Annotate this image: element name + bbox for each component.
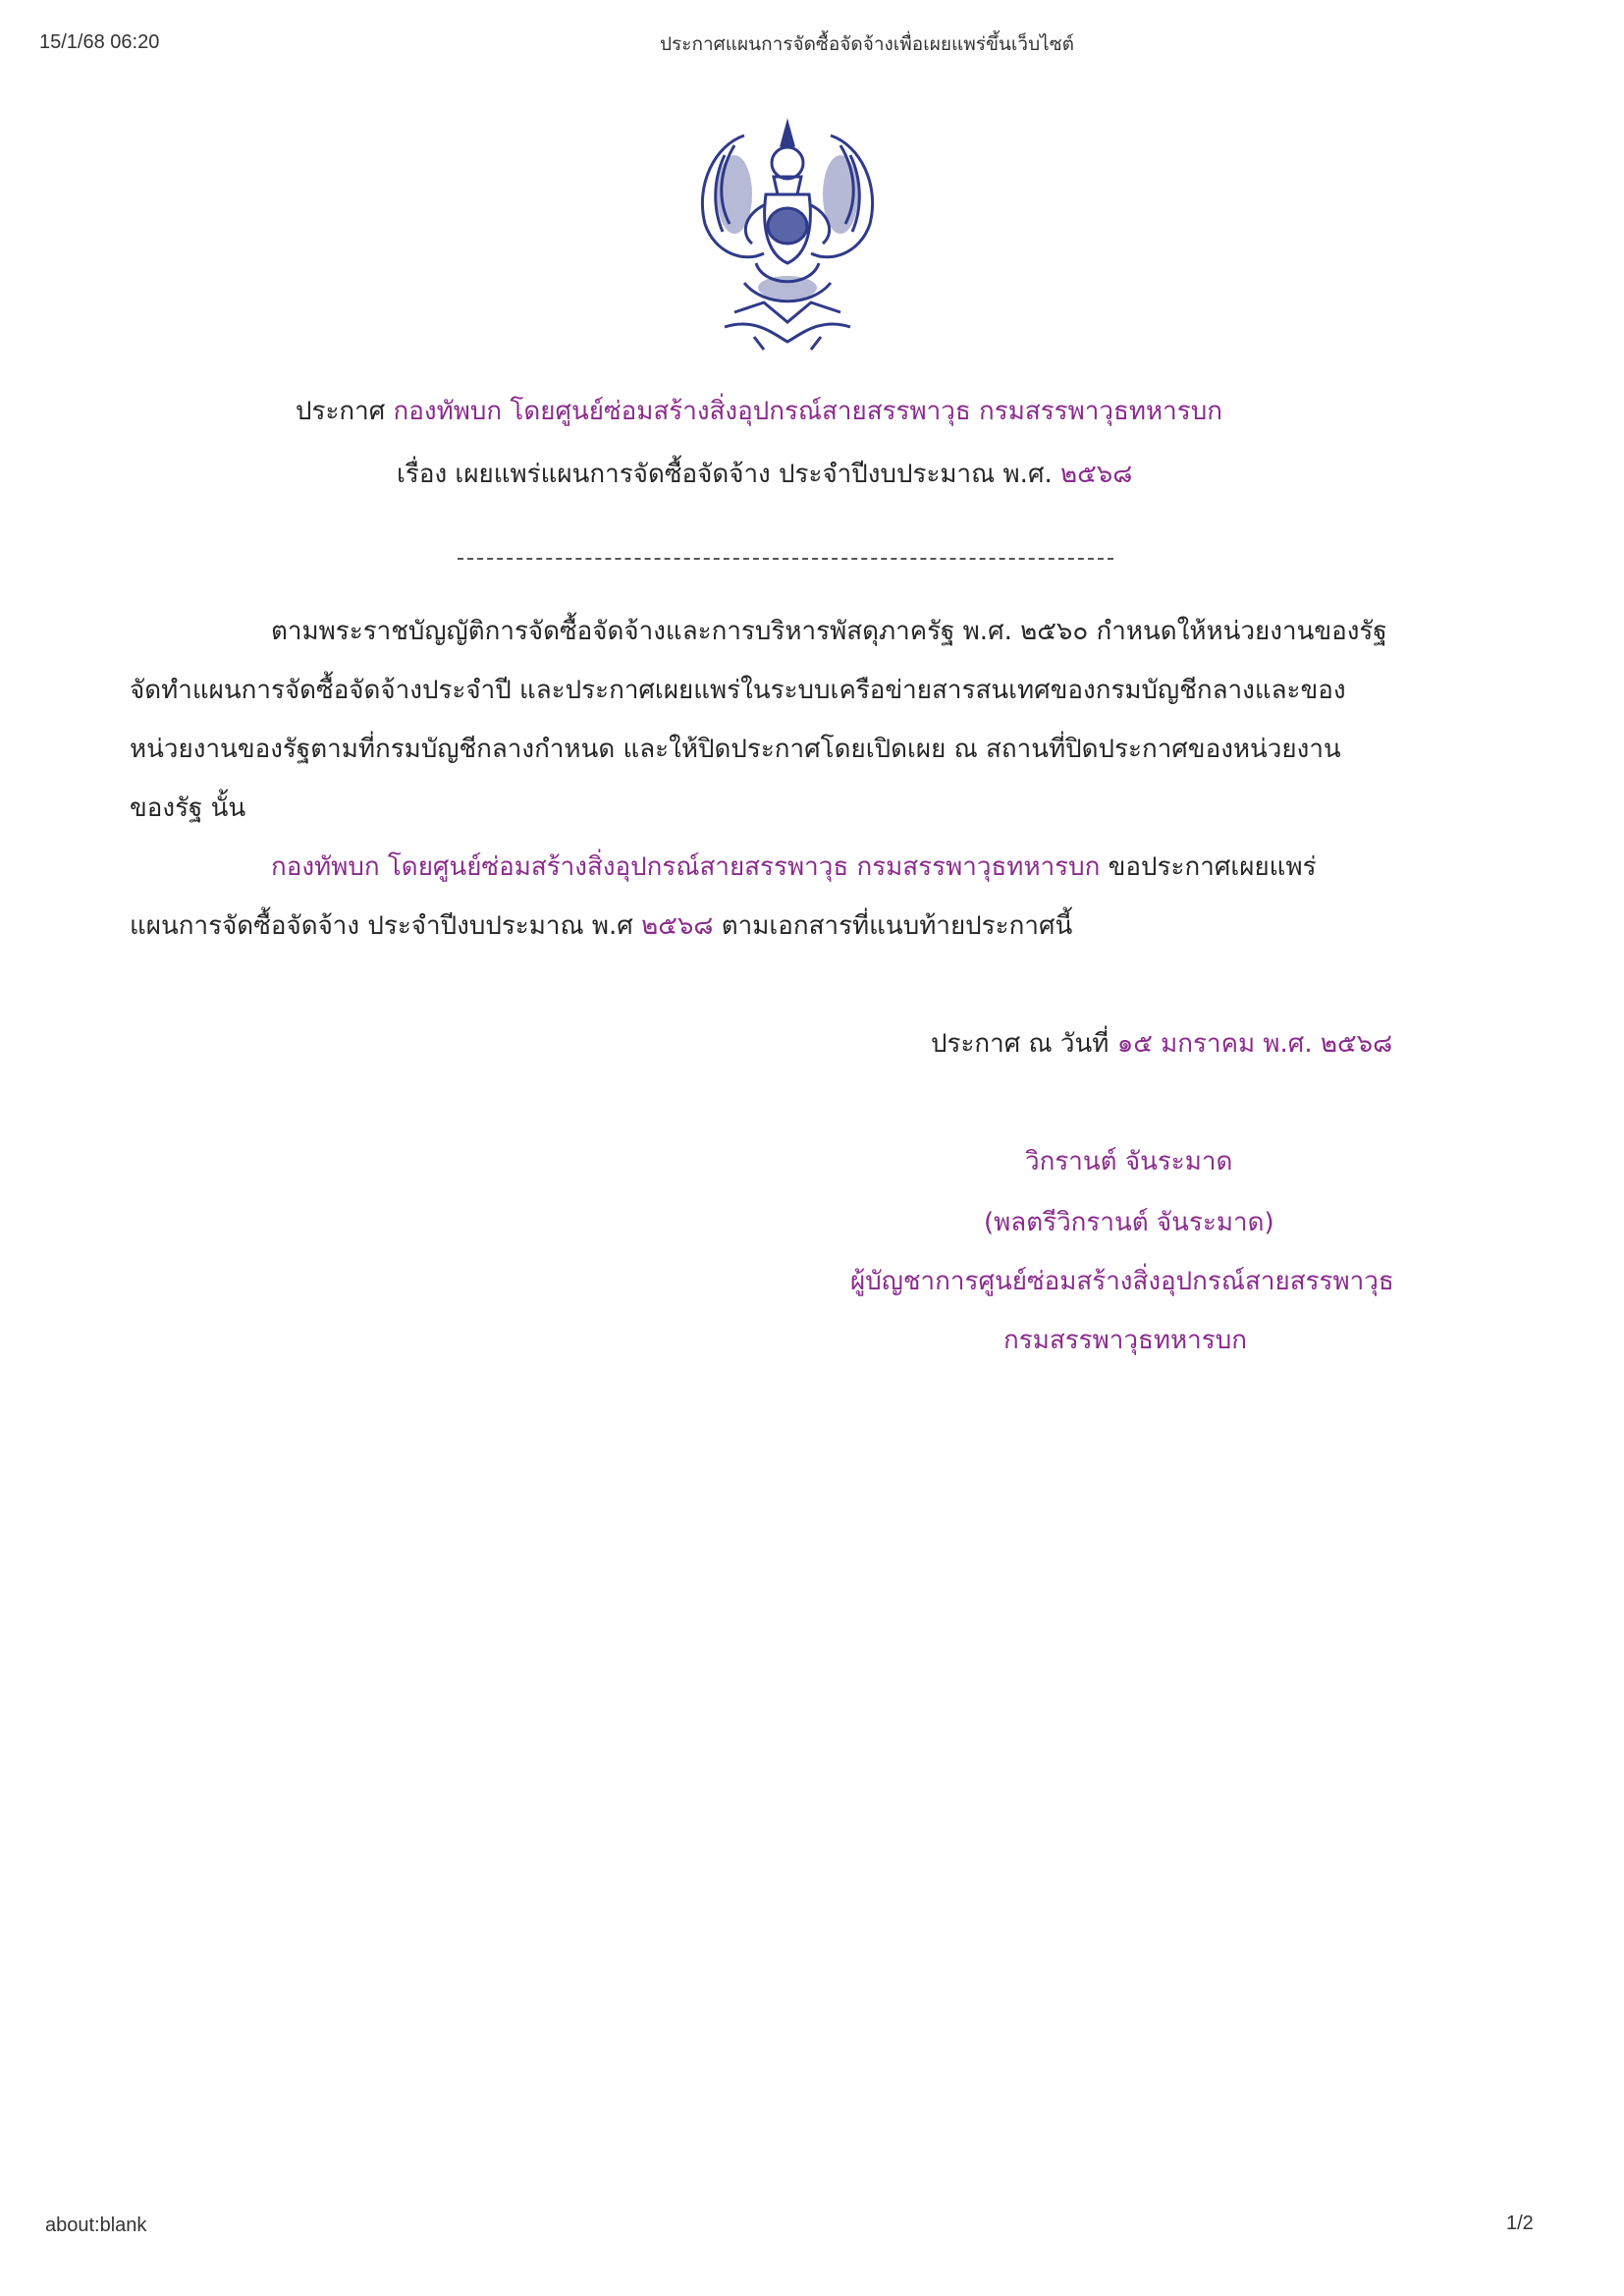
print-page-number: 1/2: [1506, 2213, 1534, 2234]
signature-position: ผู้บัญชาการศูนย์ซ่อมสร้างสิ่งอุปกรณ์สายสรรพาวุธ: [850, 1267, 1394, 1296]
garuda-emblem-icon: [676, 116, 899, 352]
announcement-date-line: [931, 1031, 1392, 1057]
print-datetime: 15/1/68 06:20: [39, 31, 160, 53]
body-para2-rest: ขอประกาศเผยแพร่: [1108, 852, 1317, 882]
separator-line: [458, 558, 1113, 560]
announcement-prefix: ประกาศ: [296, 397, 386, 426]
body-para2-organization: กองทัพบก โดยศูนย์ซ่อมสร้างสิ่งอุปกรณ์สายสรรพาวุธ กรมสรรพาวุธทหารบก: [271, 852, 1101, 882]
announcement-date: ๑๕ มกราคม พ.ศ. ๒๕๖๘: [1116, 1029, 1393, 1059]
signature-full-name: (พลตรีวิกรานต์ จันระมาด): [984, 1208, 1274, 1237]
date-prefix: ประกาศ ณ วันที่: [931, 1029, 1110, 1059]
body-para2-line1: [271, 854, 1317, 880]
signature-department: กรมสรรพาวุธทหารบก: [1003, 1326, 1247, 1355]
subject-text: เรื่อง เผยแพร่แผนการจัดซื้อจัดจ้าง ประจำปีงบประมาณ พ.ศ.: [397, 460, 1053, 489]
organization-name: กองทัพบก โดยศูนย์ซ่อมสร้างสิ่งอุปกรณ์สายสรรพาวุธ กรมสรรพาวุธทหารบก: [393, 397, 1222, 426]
body-para1-line2: จัดทำแผนการจัดซื้อจัดจ้างประจำปี และประกาศเผยแพร่ในระบบเครือข่ายสารสนเทศของกรมบัญชีกลางและของ: [130, 676, 1346, 705]
print-url: about:blank: [45, 2214, 147, 2236]
announcement-heading: [296, 399, 1222, 424]
subject-year: ๒๕๖๘: [1059, 460, 1133, 489]
print-title: ประกาศแผนการจัดซื้อจัดจ้างเพื่อเผยแพร่ขึ้นเว็บไซต์: [660, 33, 1074, 55]
body-para1-line3: หน่วยงานของรัฐตามที่กรมบัญชีกลางกำหนด และให้ปิดประกาศโดยเปิดเผย ณ สถานที่ปิดประกาศของหน่วยงาน: [130, 735, 1341, 764]
body-para1-line1: ตามพระราชบัญญัติการจัดซื้อจัดจ้างและการบริหารพัสดุภาครัฐ พ.ศ. ๒๕๖๐ กำหนดให้หน่วยงานของรัฐ: [271, 617, 1387, 646]
body-para2-line2-end: ตามเอกสารที่แนบท้ายประกาศนี้: [721, 911, 1073, 941]
body-para2-year: ๒๕๖๘: [641, 911, 714, 941]
signature-name: วิกรานต์ จันระมาด: [1025, 1147, 1233, 1176]
body-para1-line4: ของรัฐ นั้น: [130, 793, 246, 823]
subject-line: [397, 462, 1132, 487]
body-para2-line2-text: แผนการจัดซื้อจัดจ้าง ประจำปีงบประมาณ พ.ศ: [130, 911, 633, 941]
body-para2-line2: [130, 913, 1072, 939]
